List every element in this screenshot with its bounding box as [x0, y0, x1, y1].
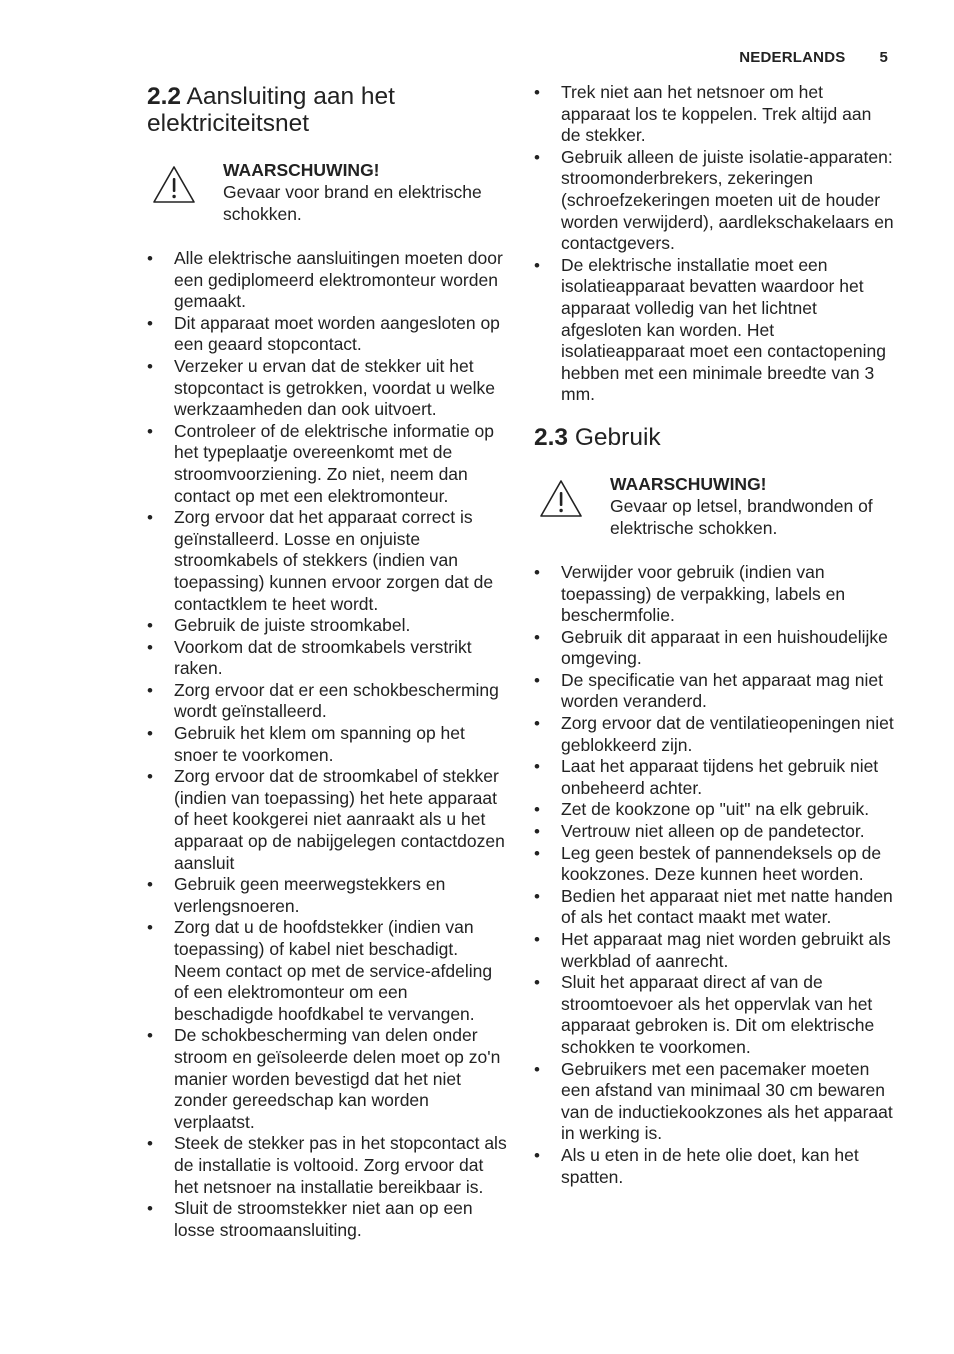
list-item: • Gebruik het klem om spanning op het snoer te voorkomen.	[147, 723, 507, 766]
list-item: • Voorkom dat de stroomkabels verstrikt raken.	[147, 637, 507, 680]
warning-description: Gevaar voor brand en elektrische schokken.	[223, 182, 482, 224]
warning-description: Gevaar op letsel, brandwonden of elektrische schokken.	[610, 495, 873, 538]
list-item: • Bedien het apparaat niet met natte handen of als het contact maakt met water.	[534, 886, 894, 929]
warning-title: WAARSCHUWING!	[223, 160, 380, 180]
list-item: • Zorg ervoor dat er een schokbescherming wordt geïnstalleerd.	[147, 680, 507, 723]
list-item: • Controleer of de elektrische informatie op het typeplaatje overeenkomt met de stroomvoorziening. Zo niet, neem dan contact op met een elektromonteur.	[147, 421, 507, 507]
list-item: • De specificatie van het apparaat mag niet worden veranderd.	[534, 670, 894, 713]
warning-title: WAARSCHUWING!	[610, 473, 767, 494]
warning-box	[534, 473, 894, 539]
list-item: • Gebruik dit apparaat in een huishoudelijke omgeving.	[534, 627, 894, 670]
list-item: • Zorg ervoor dat de stroomkabel of stekker (indien van toepassing) het hete apparaat of heet kookgerei niet aanraakt als u het apparaat op de nabijgelegen contactdozen aansluit	[147, 766, 507, 874]
list-item: • Steek de stekker pas in het stopcontact als de installatie is voltooid. Zorg ervoor dat het netsnoer na installatie bereikbaar is.	[147, 1133, 507, 1198]
page-header	[739, 49, 888, 66]
list-item: • Trek niet aan het netsnoer om het apparaat los te koppelen. Trek altijd aan de stekker.	[534, 82, 894, 147]
warning-text-block	[610, 473, 894, 539]
left-column	[147, 80, 507, 1241]
list-item: • Laat het apparaat tijdens het gebruik niet onbeheerd achter.	[534, 756, 894, 799]
list-item: • Het apparaat mag niet worden gebruikt als werkblad of aanrecht.	[534, 929, 894, 972]
list-item: • De schokbescherming van delen onder stroom en geïsoleerde delen moet op zo'n manier worden bevestigd dat het niet zonder gereedschap kan worden verplaatst.	[147, 1025, 507, 1133]
list-item: • Zet de kookzone op "uit" na elk gebruik.	[534, 799, 894, 821]
warning-text-block	[223, 159, 507, 225]
list-item: • Dit apparaat moet worden aangesloten op een geaard stopcontact.	[147, 313, 507, 356]
warning-triangle-icon	[152, 165, 196, 205]
list-item: • Sluit het apparaat direct af van de stroomtoevoer als het oppervlak van het apparaat gebroken is. Dit om elektrische schokken te voorkomen.	[534, 972, 894, 1058]
list-item: • Gebruik geen meerwegstekkers en verlengsnoeren.	[147, 874, 507, 917]
safety-list-2-2	[147, 248, 507, 1241]
list-item: • Verzeker u ervan dat de stekker uit het stopcontact is getrokken, voordat u welke werkzaamheden dan ook uitvoert.	[147, 356, 507, 421]
page-number: 5	[879, 49, 888, 66]
list-item: • Zorg dat u de hoofdstekker (indien van toepassing) of kabel niet beschadigt. Neem contact op met de service-afdeling of een elektromonteur om een beschadigde hoofdkabel te vervangen.	[147, 917, 507, 1025]
list-item: • Zorg ervoor dat het apparaat correct is geïnstalleerd. Losse en onjuiste stroomkabels of stekkers (indien van toepassing) kunnen ervoor zorgen dat de contactklem te heet wordt.	[147, 507, 507, 615]
list-item: • Gebruik de juiste stroomkabel.	[147, 615, 507, 637]
list-item: • Alle elektrische aansluitingen moeten door een gediplomeerd elektromonteur worden gemaakt.	[147, 248, 507, 313]
section-2-2-heading	[147, 83, 507, 137]
list-item: • Leg geen bestek of pannendeksels op de kookzones. Deze kunnen heet worden.	[534, 843, 894, 886]
list-item: • Zorg ervoor dat de ventilatieopeningen niet geblokkeerd zijn.	[534, 713, 894, 756]
right-column	[534, 82, 894, 1188]
warning-triangle-icon	[539, 479, 583, 519]
list-item: • Vertrouw niet alleen op de pandetector.	[534, 821, 894, 843]
section-2-3-number: 2.3	[534, 423, 569, 451]
safety-list-2-3	[534, 562, 894, 1188]
section-2-2-title: Aansluiting aan het elektriciteitsnet	[147, 83, 395, 137]
list-item: • Sluit de stroomstekker niet aan op een losse stroomaansluiting.	[147, 1198, 507, 1241]
list-item: • Gebruikers met een pacemaker moeten een afstand van minimaal 30 cm bewaren van de inductiekookzones als het apparaat in werking is.	[534, 1059, 894, 1145]
section-2-2-number: 2.2	[147, 83, 182, 110]
header-language: NEDERLANDS	[739, 49, 846, 66]
section-2-3-heading	[534, 424, 894, 451]
warning-box	[147, 159, 507, 225]
safety-list-2-2-continued	[534, 82, 894, 406]
list-item: • Gebruik alleen de juiste isolatie-apparaten: stroomonderbrekers, zekeringen (schroefzekeringen moeten uit de houder worden verwijderd), aardlekschakelaars en contactgevers.	[534, 147, 894, 255]
list-item: • Verwijder voor gebruik (indien van toepassing) de verpakking, labels en beschermfolie.	[534, 562, 894, 627]
section-2-3-title: Gebruik	[574, 423, 661, 451]
list-item: • De elektrische installatie moet een isolatieapparaat bevatten waardoor het apparaat volledig van het lichtnet afgesloten kan worden. Het isolatieapparaat moet een contactopening hebben met een minimale breedte van 3 mm.	[534, 255, 894, 406]
list-item: • Als u eten in de hete olie doet, kan het spatten.	[534, 1145, 894, 1188]
